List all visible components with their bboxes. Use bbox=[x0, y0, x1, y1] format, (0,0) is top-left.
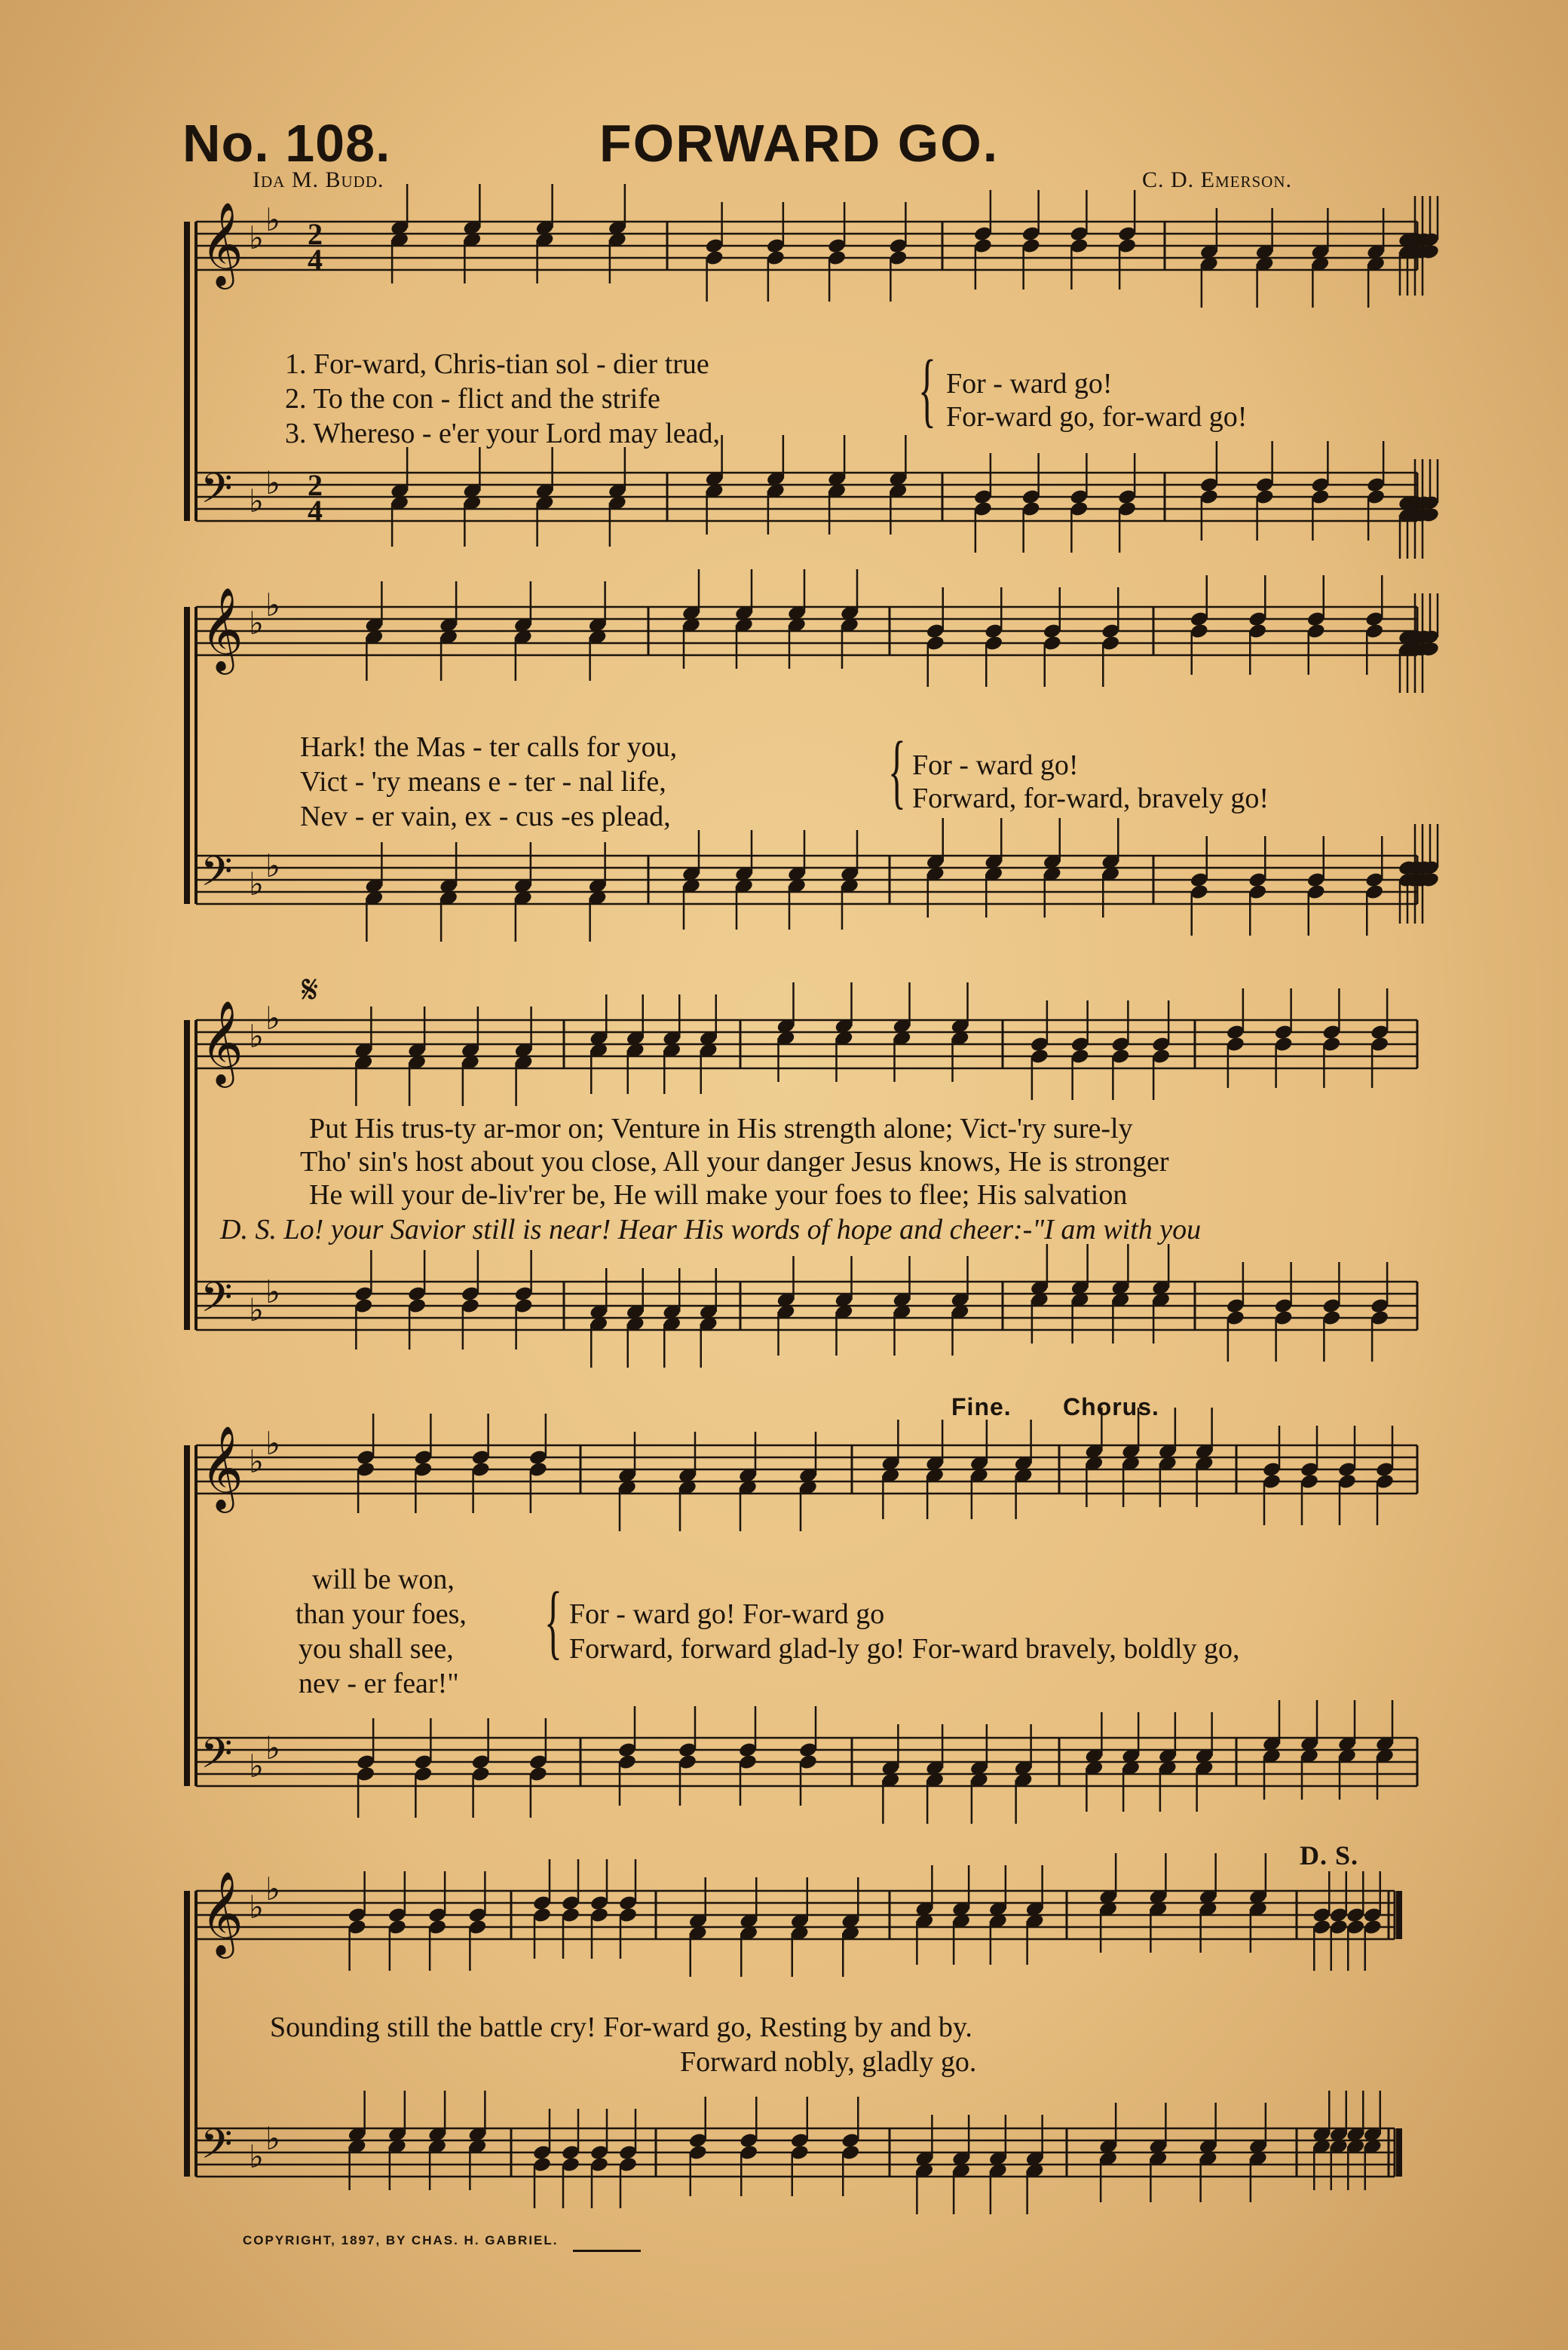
time-signature-bottom: 4 bbox=[308, 494, 323, 528]
treble-clef-icon: 𝄞 bbox=[201, 587, 243, 671]
lyric-line-3-ds: D. S. Lo! your Savior still is near! Hear His words of hope and cheer:-"I am with you bbox=[220, 1214, 1202, 1245]
flat-sign-icon: ♭ bbox=[265, 1730, 280, 1766]
lyricist-credit: Ida M. Budd. bbox=[253, 167, 384, 192]
time-signature-bottom: 4 bbox=[308, 243, 323, 277]
flat-sign-icon: ♭ bbox=[265, 2120, 280, 2157]
flat-sign-icon: ♭ bbox=[265, 464, 280, 501]
lyric-line-2-verse-3: Nev - er vain, ex - cus -es plead, bbox=[300, 801, 671, 832]
flat-sign-icon: ♭ bbox=[249, 866, 264, 902]
segno-icon: 𝄋 bbox=[302, 967, 319, 1013]
system-bracket bbox=[184, 607, 190, 904]
time-signature-top: 2 bbox=[308, 217, 323, 251]
treble-clef-icon: 𝄞 bbox=[201, 1425, 243, 1509]
flat-sign-icon: ♭ bbox=[249, 2138, 264, 2175]
lyric-line-5-a: Sounding still the battle cry! For-ward go, Resting by and by. bbox=[270, 2011, 972, 2043]
system-bracket bbox=[184, 1891, 190, 2177]
flat-sign-icon: ♭ bbox=[265, 847, 280, 884]
lyric-line-5-b: Forward nobly, gladly go. bbox=[680, 2046, 977, 2078]
system-bracket bbox=[184, 1445, 190, 1786]
lyric-line-1-verse-2: 2. To the con - flict and the strife bbox=[285, 383, 660, 415]
treble-clef-icon: 𝄞 bbox=[201, 1000, 243, 1084]
lyric-line-3-verse-1: Put His trus-ty ar-mor on; Venture in His strength alone; Vict-'ry sure-ly bbox=[309, 1113, 1133, 1144]
refrain-line-1-b: For-ward go, for-ward go! bbox=[946, 401, 1248, 433]
flat-sign-icon: ♭ bbox=[249, 219, 264, 256]
time-signature-top: 2 bbox=[308, 468, 323, 502]
refrain-line-4-a: For - ward go! For-ward go bbox=[569, 1598, 885, 1630]
flat-sign-icon: ♭ bbox=[249, 1889, 264, 1926]
bass-clef-icon: 𝄢 bbox=[201, 847, 233, 905]
lyric-line-2-verse-2: Vict - 'ry means e - ter - nal life, bbox=[300, 766, 666, 798]
bass-clef-icon: 𝄢 bbox=[201, 1273, 233, 1331]
copyright-notice: COPYRIGHT, 1897, BY CHAS. H. GABRIEL. bbox=[243, 2233, 559, 2247]
flat-sign-icon: ♭ bbox=[265, 1000, 280, 1037]
lyric-line-4-verse-3: you shall see, bbox=[299, 1633, 454, 1665]
composer-credit: C. D. Emerson. bbox=[1142, 167, 1293, 192]
flat-sign-icon: ♭ bbox=[249, 1018, 264, 1055]
lyric-line-1-verse-3: 3. Whereso - e'er your Lord may lead, bbox=[285, 418, 720, 449]
hymn-number: No. 108. bbox=[182, 114, 391, 173]
system-bracket bbox=[184, 1020, 190, 1330]
lyric-brace: { bbox=[888, 725, 906, 817]
chorus-marker: Chorus. bbox=[1063, 1393, 1159, 1420]
system-bracket bbox=[184, 222, 190, 521]
lyric-line-4-verse-4: nev - er fear!" bbox=[299, 1668, 459, 1699]
flat-sign-icon: ♭ bbox=[249, 1291, 264, 1328]
flat-sign-icon: ♭ bbox=[249, 605, 264, 642]
bass-clef-icon: 𝄢 bbox=[201, 464, 233, 522]
flat-sign-icon: ♭ bbox=[249, 1443, 264, 1480]
treble-clef-icon: 𝄞 bbox=[201, 1871, 243, 1955]
refrain-line-1-a: For - ward go! bbox=[946, 368, 1113, 400]
fine-marker: Fine. bbox=[951, 1393, 1012, 1420]
lyric-line-3-verse-3: He will your de-liv'rer be, He will make your foes to flee; His salvation bbox=[309, 1179, 1128, 1211]
lyric-line-1-verse-1: 1. For-ward, Chris-tian sol - dier true bbox=[285, 348, 709, 380]
flat-sign-icon: ♭ bbox=[249, 1748, 264, 1785]
lyric-line-2-verse-1: Hark! the Mas - ter calls for you, bbox=[300, 731, 678, 763]
flat-sign-icon: ♭ bbox=[265, 1871, 280, 1907]
flat-sign-icon: ♭ bbox=[249, 483, 264, 519]
bass-clef-icon: 𝄢 bbox=[201, 2120, 233, 2178]
lyric-brace: { bbox=[918, 343, 936, 435]
treble-clef-icon: 𝄞 bbox=[201, 201, 243, 286]
refrain-line-2-a: For - ward go! bbox=[912, 749, 1079, 781]
ds-marker: D. S. bbox=[1300, 1840, 1359, 1871]
lyric-brace: { bbox=[544, 1575, 562, 1667]
flat-sign-icon: ♭ bbox=[265, 201, 280, 238]
bass-clef-icon: 𝄢 bbox=[201, 1730, 233, 1788]
lyric-line-3-verse-2: Tho' sin's host about you close, All your danger Jesus knows, He is stronger bbox=[300, 1146, 1169, 1178]
refrain-line-4-b: Forward, forward glad-ly go! For-ward bravely, boldly go, bbox=[569, 1633, 1240, 1665]
hymn-title: FORWARD GO. bbox=[599, 114, 1000, 173]
flat-sign-icon: ♭ bbox=[265, 1273, 280, 1310]
refrain-line-2-b: Forward, for-ward, bravely go! bbox=[912, 783, 1269, 814]
lyric-line-4-verse-2: than your foes, bbox=[296, 1598, 467, 1630]
flat-sign-icon: ♭ bbox=[265, 1425, 280, 1462]
flat-sign-icon: ♭ bbox=[265, 587, 280, 624]
copyright-underline bbox=[573, 2250, 641, 2252]
lyric-line-4-verse-1: will be won, bbox=[312, 1564, 455, 1595]
